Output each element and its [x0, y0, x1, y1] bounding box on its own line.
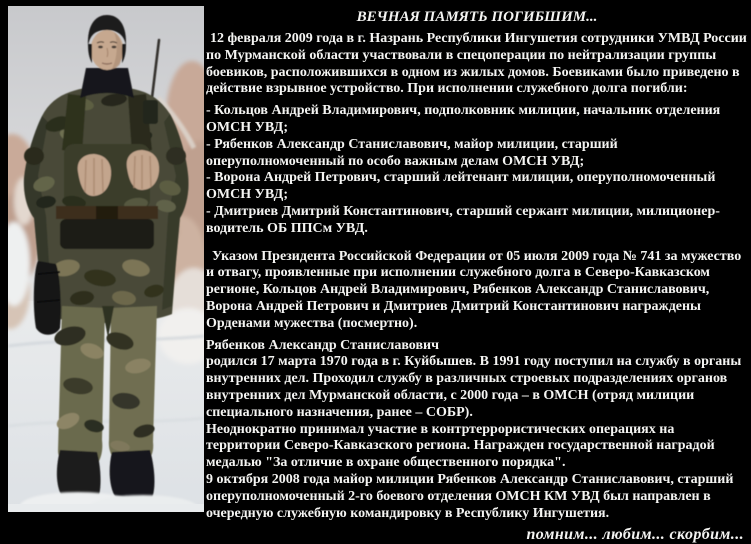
biography-mission: 9 октября 2008 года майор милиции Рябенков Александр Станиславович, старший оперуполномоченный 2-го боевого отделения ОМСН КМ УВД был направлен в очередную служебную командировку в Республику Ингушетия. [206, 471, 734, 521]
biography-service: Неоднократно принимал участие в контртеррористических операциях на территории Северо-Кавказского региона. Награжден государственной наградой медалью "За отличие в охране общественного порядка". [206, 421, 715, 471]
casualty-koltsov: - Кольцов Андрей Владимирович, подполковник милиции, начальник отделения ОМСН УВД; [206, 103, 721, 135]
decree-paragraph: Указом Президента Российской Федерации от 05 июля 2009 года № 741 за мужество и отвагу, проявленные при исполнении служебного долга в Северо-Кавказском регионе, Кольцов Андрей Владимирович, Рябенков Александр Станиславович, Ворона Андрей Петрович и Дмитриев Дмитрий Константинович награждены Орденами мужества (посмертно). [206, 248, 742, 331]
biography-birth: родился 17 марта 1970 года в г. Куйбышев. В 1991 году поступил на службу в органы внутренних дел. Проходил службу в различных строевых подразделениях органов внутренних дел Мурманской области, с 2000 года – в ОМСН (отряд милиции специального назначения, ранее – СОБР). [206, 354, 742, 420]
soldier-in-snow-photo-illustration [8, 6, 204, 512]
biography-name: Рябенков Александр Станиславович [206, 337, 439, 353]
casualty-vorona: - Ворона Андрей Петрович, старший лейтенант милиции, оперуполномоченный ОМСН УВД; [206, 170, 716, 203]
memorial-photo [8, 6, 204, 512]
casualty-list [206, 103, 748, 237]
right-boot [110, 450, 155, 498]
left-boot [57, 450, 101, 498]
casualty-dmitriev: - Дмитриев Дмитрий Константинович, старший сержант милиции, милиционер-водитель ОБ ППСм УВД. [206, 203, 720, 236]
page-title: ВЕЧНАЯ ПАМЯТЬ ПОГИБШИМ... [356, 9, 598, 25]
soldier-head [88, 15, 126, 70]
radio [143, 100, 158, 124]
casualty-ryabenkov: - Рябенков Александр Станиславович, майор милиции, старший оперуполномоченный по особо важным делам ОМСН УВД; [206, 136, 618, 169]
closing-line: помним... любим... скорбим... [526, 526, 744, 544]
intro-paragraph: 12 февраля 2009 года в г. Назрань Республики Ингушетия сотрудники УМВД России по Мурманской области участвовали в спецоперации по нейтрализации группы боевиков, расположившихся в одном из жилых домов. Боевиками было приведено в действие взрывное устройство. При исполнении служебного долга погибли: [206, 31, 747, 97]
memorial-text-column [206, 0, 748, 544]
